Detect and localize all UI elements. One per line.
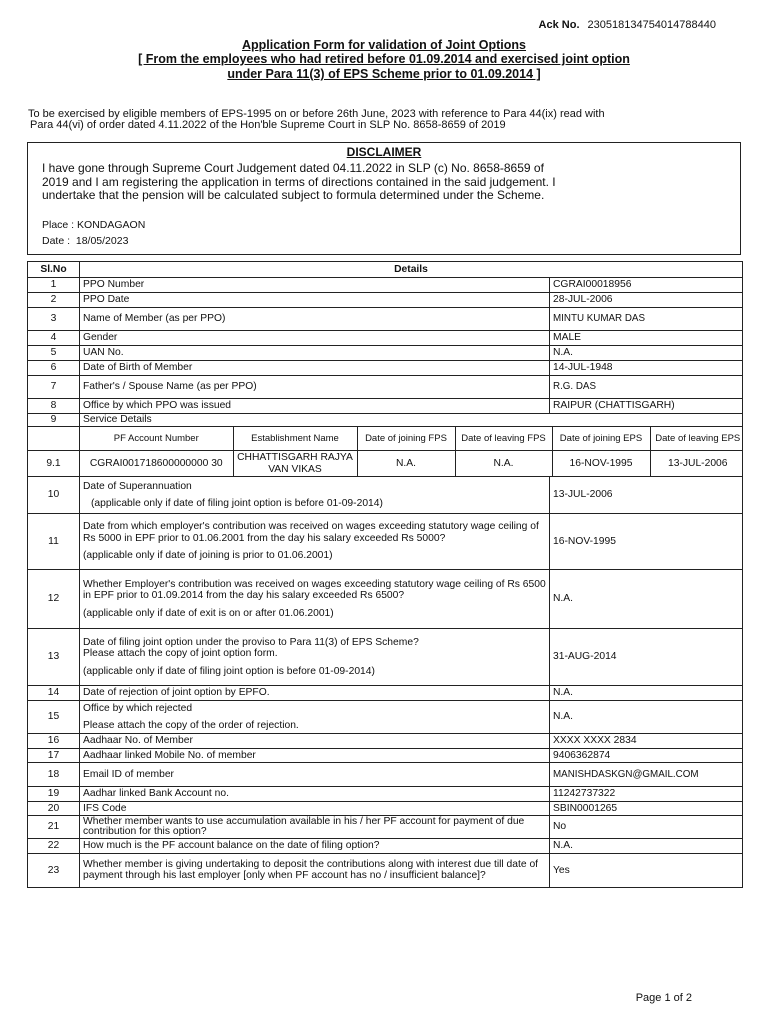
details-table — [27, 261, 743, 888]
disclaimer-line: undertake that the pension will be calculated subject to formula determined under the Scheme. — [42, 188, 545, 202]
table-row: 14 Date of rejection of joint option by EPFO. N.A. — [28, 686, 743, 701]
email-id: MANISHDASKGN@GMAIL.COM — [550, 763, 743, 787]
table-row: 1 PPO Number CGRAI00018956 — [28, 278, 743, 293]
service-subheader-row — [28, 427, 743, 451]
aadhaar-number: XXXX XXXX 2834 — [550, 734, 743, 749]
table-row: 4 Gender MALE — [28, 331, 743, 346]
uan-number: N.A. — [550, 346, 743, 361]
sub-header: PF Account Number — [80, 427, 233, 450]
ppo-date: 28-JUL-2006 — [550, 293, 743, 308]
table-row: 22 How much is the PF account balance on the date of filing option? N.A. — [28, 839, 743, 854]
service-details-label: Service Details — [80, 414, 743, 427]
table-row: 6 Date of Birth of Member 14-JUL-1948 — [28, 361, 743, 376]
service-data-row: 9.1 CGRAI001718600000000 30 CHHATTISGARH RAJYA VAN VIKAS N.A. N.A. 16-NOV-1995 13-JUL-2006 — [28, 451, 743, 477]
rejection-date: N.A. — [550, 686, 743, 701]
doj-fps: N.A. — [357, 451, 455, 476]
ack-number — [539, 19, 716, 31]
table-row: 11 Date from which employer's contribution was received on wages exceeding statutory wage ceiling of Rs 5000 in EPF prior to 01.06.2001 from the day his salary exceeded Rs 5000? (applicable only if date of joining is prior to 01.06.2001) 16-NOV-1995 — [28, 514, 743, 570]
table-row: 21 Whether member wants to use accumulation available in his / her PF account for payment of due contribution for this option? No — [28, 816, 743, 839]
table-row: 3 Name of Member (as per PPO) MINTU KUMAR DAS — [28, 308, 743, 331]
pf-account-number: CGRAI001718600000000 30 — [80, 451, 233, 476]
form-subtitle-1: [ From the employees who had retired before 01.09.2014 and exercised joint option — [138, 52, 630, 66]
use-accumulation-answer: No — [550, 816, 743, 839]
disclaimer-line: I have gone through Supreme Court Judgement dated 04.11.2022 in SLP (c) No. 8658-8659 of — [42, 161, 544, 175]
doj-eps: 16-NOV-1995 — [552, 451, 650, 476]
table-row: 17 Aadhaar linked Mobile No. of member 9406362874 — [28, 749, 743, 763]
sub-header: Date of joining FPS — [357, 427, 455, 450]
table-row: 5 UAN No. N.A. — [28, 346, 743, 361]
date-of-superannuation: 13-JUL-2006 — [550, 477, 743, 514]
page-number: Page 1 of 2 — [635, 992, 692, 1004]
establishment-name: CHHATTISGARH RAJYA VAN VIKAS — [233, 451, 357, 476]
ack-value: 230518134754014788440 — [587, 19, 716, 31]
sub-header: Establishment Name — [233, 427, 357, 450]
dol-fps: N.A. — [455, 451, 552, 476]
form-title: Application Form for validation of Joint Options — [241, 38, 527, 52]
member-name: MINTU KUMAR DAS — [550, 308, 743, 331]
table-row: 12 Whether Employer's contribution was received on wages exceeding statutory wage ceiling of Rs 6500 in EPF prior to 01.09.2014 from the day his salary exceeded Rs 6500? (applicable only if date of exit is on or after 01.06.2001) N.A. — [28, 570, 743, 629]
sub-header: Date of joining EPS — [552, 427, 650, 450]
pf-balance: N.A. — [550, 839, 743, 854]
date-of-birth: 14-JUL-1948 — [550, 361, 743, 376]
table-row: 13 Date of filing joint option under the proviso to Para 11(3) of EPS Scheme? Please attach the copy of joint option form. (applicable only if date of filing joint option is before 01-09-2014) 31-AUG-2014 — [28, 629, 743, 686]
header-slno: Sl.No — [28, 262, 80, 278]
joint-option-filing-date: 31-AUG-2014 — [550, 629, 743, 686]
date-value: 18/05/2023 — [75, 235, 129, 247]
table-row: 20 IFS Code SBIN0001265 — [28, 802, 743, 816]
sub-header: Date of leaving FPS — [455, 427, 552, 450]
ack-label: Ack No. — [538, 19, 580, 31]
employer-contribution-5000-date: 16-NOV-1995 — [550, 514, 743, 570]
dol-eps: 13-JUL-2006 — [667, 457, 728, 469]
table-row: 19 Aadhar linked Bank Account no. 11242737322 — [28, 787, 743, 802]
form-subtitle-2: under Para 11(3) of EPS Scheme prior to 01.09.2014 ] — [227, 67, 541, 81]
table-row: 23 Whether member is giving undertaking to deposit the contributions along with interest due till date of payment through his last employer [only when PF account has no / insufficient balance]? Yes — [28, 854, 743, 888]
table-row: 2 PPO Date 28-JUL-2006 — [28, 293, 743, 308]
place-value: KONDAGAON — [77, 219, 146, 231]
table-row: 18 Email ID of member MANISHDASKGN@GMAIL.COM — [28, 763, 743, 787]
table-header-row — [28, 262, 743, 278]
place-row: Place : KONDAGAON — [42, 219, 146, 231]
table-row: 16 Aadhaar No. of Member XXXX XXXX 2834 — [28, 734, 743, 749]
intro-line-1: To be exercised by eligible members of EPS-1995 on or before 26th June, 2023 with reference to Para 44(ix) read with — [28, 108, 605, 120]
date-row: Date : 18/05/2023 — [42, 235, 129, 247]
mobile-number: 9406362874 — [550, 749, 743, 763]
table-row: 15 Office by which rejected Please attach the copy of the order of rejection. N.A. — [28, 701, 743, 734]
disclaimer-title: DISCLAIMER — [346, 145, 422, 159]
gender: MALE — [550, 331, 743, 346]
ifs-code: SBIN0001265 — [550, 802, 743, 816]
issuing-office: RAIPUR (CHATTISGARH) — [550, 399, 743, 414]
undertaking-answer: Yes — [550, 854, 743, 888]
disclaimer-box — [27, 142, 741, 255]
bank-account-number: 11242737322 — [550, 787, 743, 802]
sub-header: Date of leaving EPS — [655, 432, 741, 444]
table-row: 7 Father's / Spouse Name (as per PPO) R.G. DAS — [28, 376, 743, 399]
rejecting-office: N.A. — [550, 701, 743, 734]
header-details: Details — [80, 262, 743, 278]
ppo-number: CGRAI00018956 — [550, 278, 743, 293]
disclaimer-text — [42, 162, 732, 203]
intro-line-2: Para 44(vi) of order dated 4.11.2022 of the Hon'ble Supreme Court in SLP No. 8658-8659 of 2019 — [30, 119, 506, 131]
disclaimer-line: 2019 and I am registering the application in terms of directions contained in the said judgement. I — [42, 174, 556, 189]
father-spouse-name: R.G. DAS — [550, 376, 743, 399]
table-row: 9 Service Details — [28, 414, 743, 427]
table-row: 8 Office by which PPO was issued RAIPUR (CHATTISGARH) — [28, 399, 743, 414]
employer-contribution-6500: N.A. — [550, 570, 743, 629]
table-row: 10 Date of Superannuation (applicable only if date of filing joint option is before 01-09-2014) 13-JUL-2006 — [28, 477, 743, 514]
